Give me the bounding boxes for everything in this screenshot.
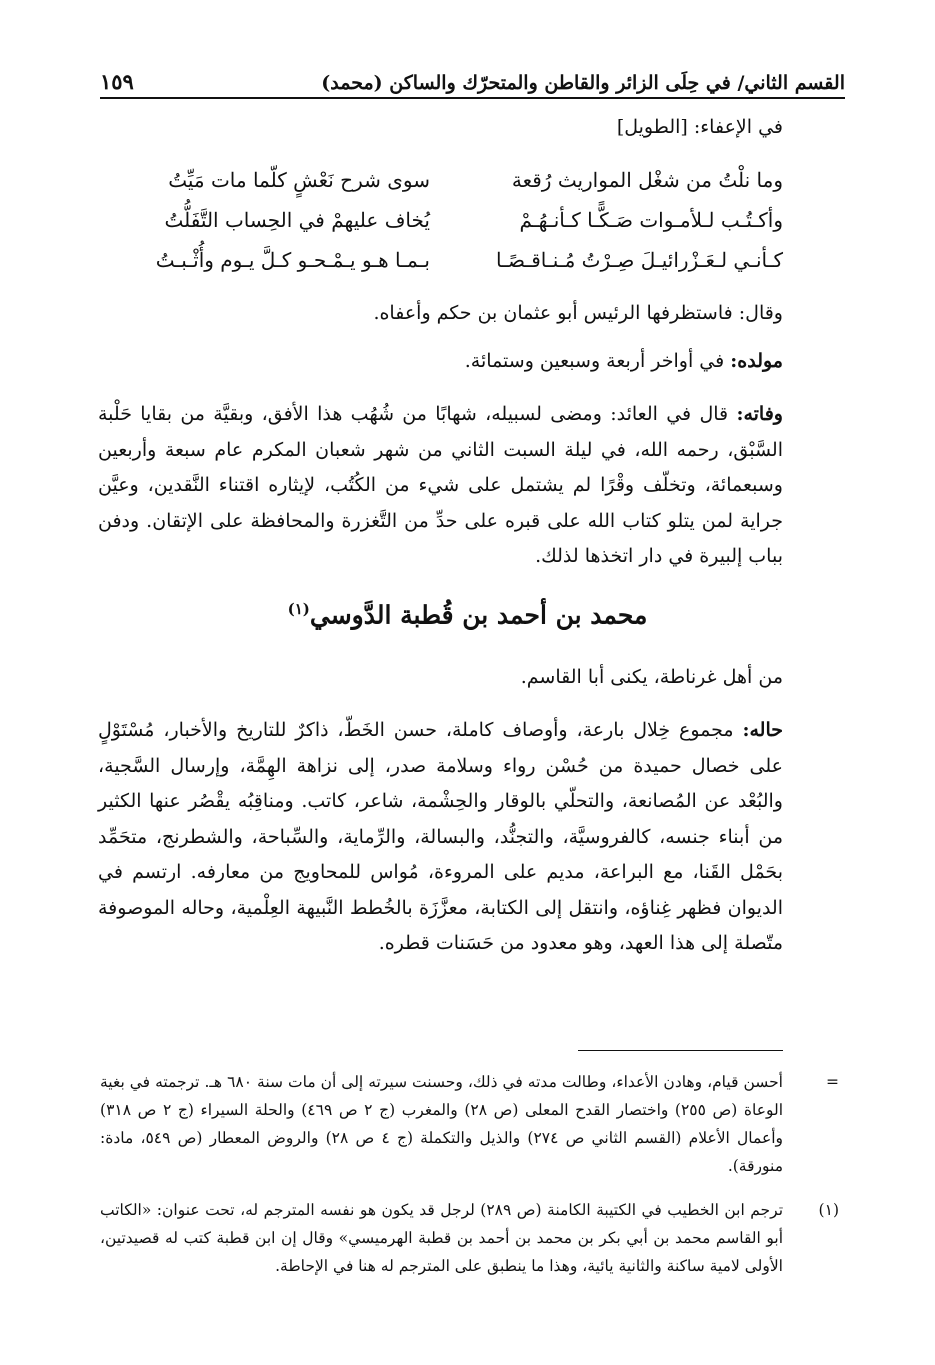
wafat-label: وفاته:	[736, 403, 783, 425]
mawlid-label: مولده:	[730, 350, 783, 372]
page-number: ١٥٩	[100, 69, 134, 94]
bio-heading	[0, 600, 935, 629]
origin-line: من أهل غرناطة، يكنى أبا القاسم.	[520, 666, 783, 688]
header-rule	[100, 97, 845, 99]
intro-line: في الإعفاء: [الطويل]	[616, 116, 783, 138]
verse-1-first-hemistich: وما نلْتُ من شغْل المواريث رُقعة	[511, 168, 783, 192]
verse-1-second-hemistich: سوى شرح نَعْشٍ كلّما مات مَيِّتُ	[168, 168, 430, 192]
footnote-ref[interactable]: (١)	[287, 600, 310, 618]
haluhu-paragraph	[98, 713, 783, 962]
footnote-continuation	[100, 1068, 839, 1180]
footnote-marker: (١)	[818, 1201, 839, 1219]
haluhu-text: مجموع خِلال بارعة، وأوصاف كاملة، حسن الخَطّ، ذاكرٌ للتاريخ والأخبار، مُسْتَوْلٍ على خصال حميدة من حُسْن رواء وسلامة صدر، إلى نزاهة الهِمَّة، وإرسال السَّجية، والبُعْد عن المُصانعة، والتحلّي بالوقار والحِشْمة، شاعر، كاتب. ومناقِبُه يقْصُر عنها الكثير من أبناء جنسه، كالفروسيَّة، والتجنُّد، والبسالة، والرِّماية، والسِّباحة، والشطرنج، متحَمِّد بحَمْل القَنا، مع البراعة، مديم على المروءة، مُواس للمحاويج من معارفه. ارتسم في الديوان فظهر غِناؤه، وانتقل إلى الكتابة، معزَّزَة بالخُطط النَّبيهة العِلْمية، وحاله الموصوفة متّصلة إلى هذا العهد، وهو معدود من حَسَنات قطره.	[98, 719, 783, 954]
running-header	[100, 60, 845, 94]
wafat-text: قال في العائد: ومضى لسبيله، شهابًا من شُهُب هذا الأفق، وبقيَّة من بقايا حَلْبة السَّبْق، رحمه الله، في ليلة السبت الثاني من شهر شعبان المكرم عام سبعة وأربعين وسبعمائة، وتخلّف وقْرًا لم يشتمل على شيء من الكُتُب، لإيثاره اقتناء النَّقدين، وعيَّن جراية لمن يتلو كتاب الله على قبره على حدِّ من التَّغزرة والمحافظة على الإتقان. ودفن بباب إلبيرة في دار اتخذها لذلك.	[98, 403, 783, 567]
mawlid-text: في أواخر أربعة وسبعين وستمائة.	[464, 350, 725, 372]
header-title: القسم الثاني/ في حِلَى الزائر والقاطن والمتحرّك والساكن (محمد)	[321, 72, 845, 94]
haluhu-label: حاله:	[742, 719, 783, 741]
verse-2-first-hemistich: وأكـتُـب لـلأمـوات صَـكًّـا كـأنـهُـمْ	[519, 208, 783, 232]
wafat-paragraph	[98, 397, 783, 575]
verse-3-second-hemistich: بـمـا هـو يـمْـحـو كـلَّ يـوم وأُثْـبـتُ	[155, 248, 430, 272]
verse-2-second-hemistich: يُخاف عليهمْ في الحِساب التَّفَلُّتُ	[164, 208, 430, 232]
footnote-text: ترجم ابن الخطيب في الكتيبة الكامنة (ص ٢٨٩) لرجل قد يكون هو نفسه المترجم له، تحت عنوان: «الكاتب أبو القاسم محمد بن أبي بكر بن محمد بن أحمد بن قطبة الهرميسي» وقال إن ابن قطبة كتب له قصيدتين، الأولى لامية ساكنة والثانية يائية، وهذا ما ينطبق على المترجم له هنا في الإحاطة.	[100, 1201, 784, 1275]
footnote-text: أحسن قيام، وهادن الأعداء، وطالت مدته في ذلك، وحسنت سيرته إلى أن مات سنة ٦٨٠ هـ. ترجمته في بغية الوعاة (ص ٢٥٥) واختصار القدح المعلى (ص ٢٨) والمغرب (ج ٢ ص ٤٦٩) والحلة السيراء (ج ٢ ص ٣١٨) وأعمال الأعلام (القسم الثاني ص ٢٧٤) والذيل والتكملة (ج ٤ ص ٢٨) والروض المعطار (ص ٥٤٩، مادة: منورقة).	[100, 1073, 784, 1175]
footnote-separator	[578, 1050, 783, 1051]
verse-3-first-hemistich: كـأنـي لـعَـزْرائيـلَ صِـرْتُ مُـنـاقـصًـا	[496, 248, 783, 272]
footnote-marker: =	[826, 1073, 839, 1091]
footnote-1	[100, 1196, 839, 1280]
qala-line: وقال: فاستظرفها الرئيس أبو عثمان بن حكم وأعفاه.	[373, 302, 783, 324]
mawlid-line	[465, 350, 783, 372]
bio-heading-text: محمد بن أحمد بن قُطبة الدَّوسي	[309, 600, 648, 630]
